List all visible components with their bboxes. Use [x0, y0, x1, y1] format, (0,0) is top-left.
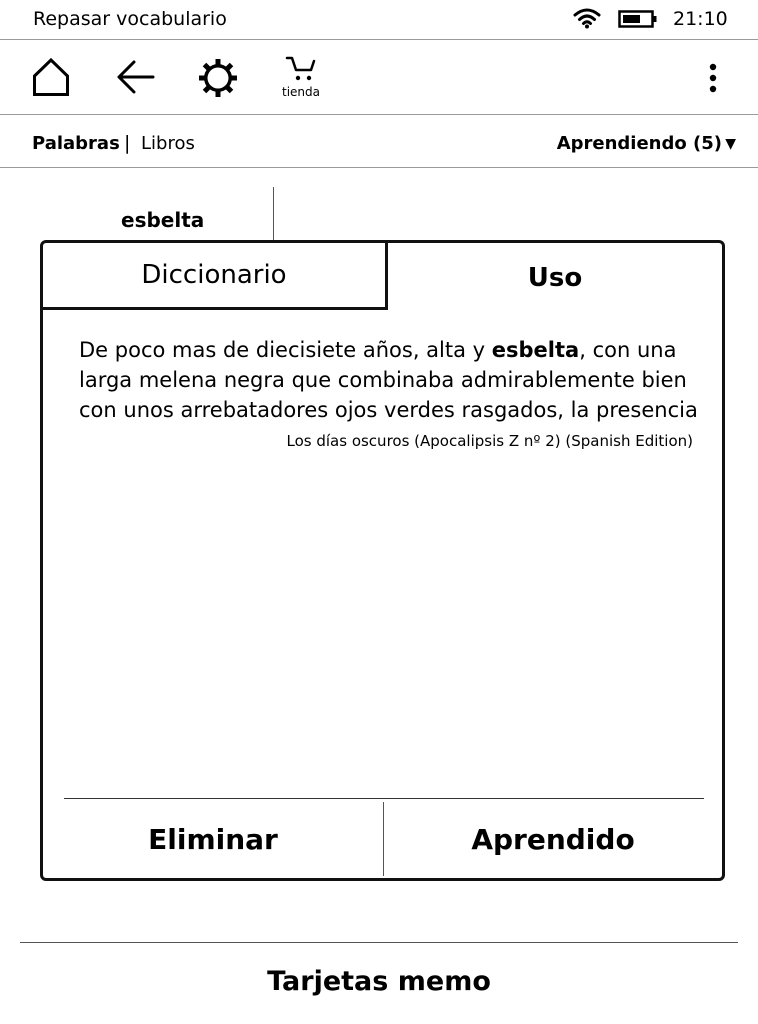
- tab-separator: |: [124, 132, 131, 154]
- toolbar: [0, 41, 758, 115]
- cart-icon: [285, 55, 317, 83]
- tab-books[interactable]: Libros: [141, 133, 195, 154]
- clock: 21:10: [673, 8, 728, 30]
- home-icon[interactable]: [32, 57, 70, 97]
- list-divider: [273, 187, 274, 241]
- word-card: [40, 240, 725, 881]
- card-divider: [64, 798, 704, 799]
- status-filter-dropdown[interactable]: Aprendiendo (5): [556, 133, 722, 154]
- wifi-icon: [573, 7, 601, 29]
- word-list-item[interactable]: esbelta: [121, 208, 205, 232]
- tab-usage-label: Uso: [527, 263, 583, 293]
- usage-text-before: De poco mas de diecisiete años, alta y: [79, 338, 492, 362]
- tab-dictionary-label: Diccionario: [141, 260, 287, 290]
- bottom-divider: [20, 942, 738, 943]
- filter-bar: [0, 116, 758, 168]
- battery-icon: [618, 9, 658, 29]
- flashcards-button[interactable]: Tarjetas memo: [267, 966, 491, 997]
- back-icon[interactable]: [115, 59, 155, 95]
- store-button[interactable]: [276, 55, 326, 103]
- status-bar: [0, 0, 758, 40]
- tab-dictionary[interactable]: [43, 243, 388, 310]
- store-label: tienda: [282, 85, 320, 99]
- tab-words[interactable]: Palabras: [32, 133, 120, 154]
- dropdown-caret-icon[interactable]: ▼: [725, 136, 736, 152]
- mark-learned-button[interactable]: Aprendido: [471, 823, 635, 856]
- usage-sentence: [79, 335, 709, 425]
- usage-highlighted-word: esbelta: [491, 338, 580, 362]
- tab-usage[interactable]: [388, 243, 722, 310]
- more-options-icon[interactable]: [704, 63, 722, 95]
- usage-book-source: Los días oscuros (Apocalipsis Z nº 2) (Spanish Edition): [286, 432, 693, 450]
- delete-button[interactable]: Eliminar: [148, 823, 278, 856]
- usage-text-after: , con una larga melena negra que combinaba admirablemente bien con unos arrebatadores ojos verdes rasgados, la presencia: [79, 338, 698, 422]
- screen-title: Repasar vocabulario: [33, 8, 227, 30]
- settings-icon[interactable]: [197, 57, 239, 99]
